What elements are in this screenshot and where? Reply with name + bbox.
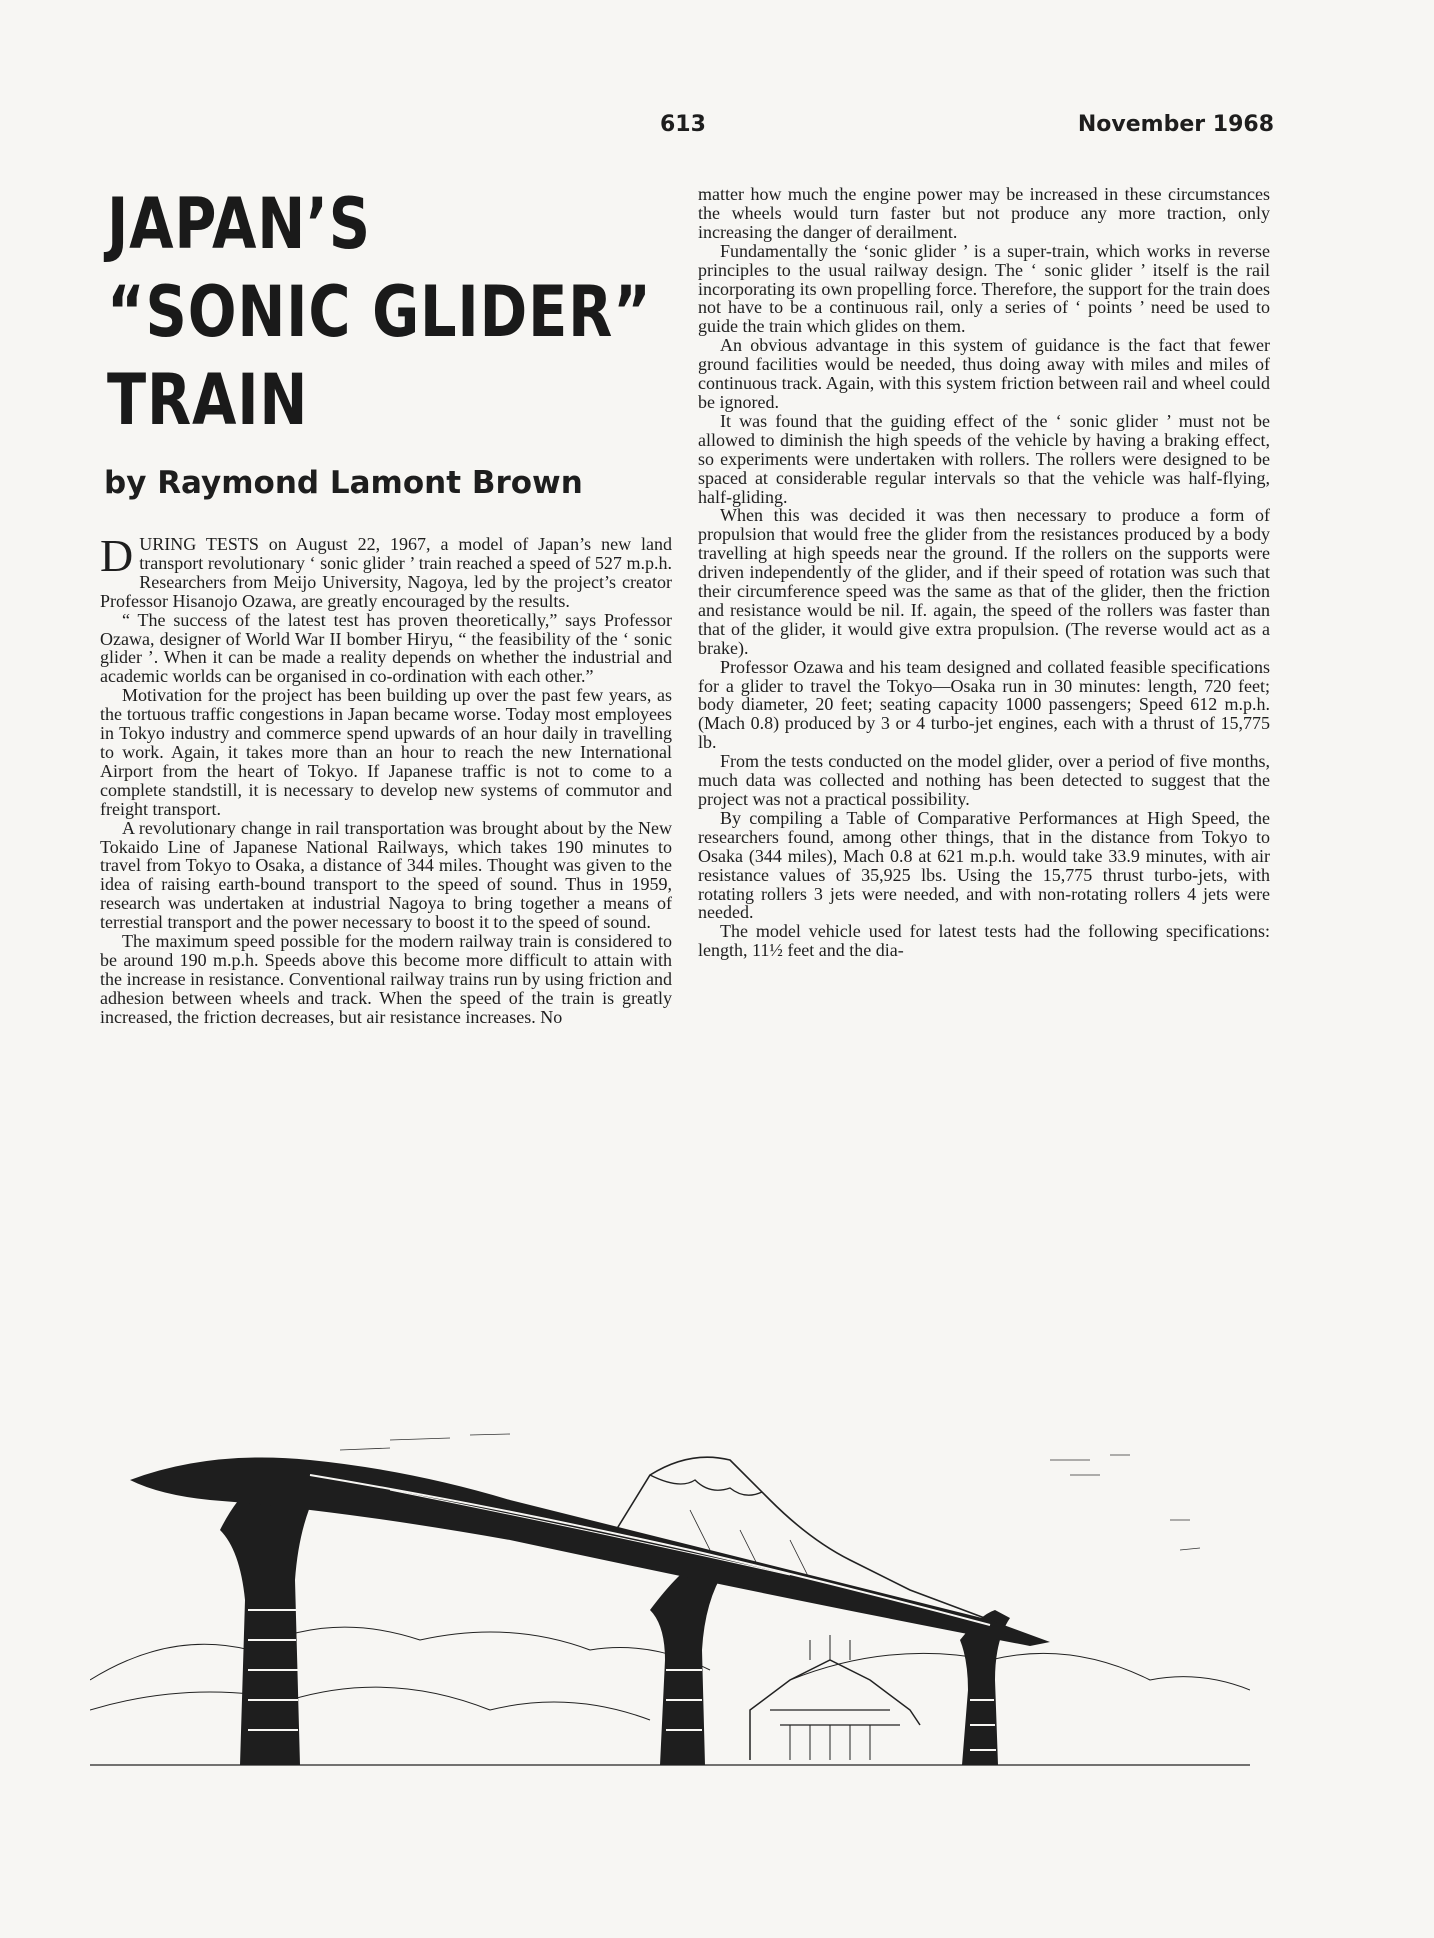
right-column [698, 185, 1270, 960]
paragraph: “ The success of the latest test has proven theoretically,” says Professor Ozawa, designer of World War II bomber Hiryu, “ the feasibility of the ‘ sonic glider ’. When it can be made a reality depends on whether the industrial and academic worlds can be organised in co-ordination with each other.” [100, 609, 672, 687]
sonic-glider-illustration [90, 1380, 1250, 1780]
issue-date: November 1968 [1077, 112, 1274, 137]
paragraph: From the tests conducted on the model glider, over a period of five months, much data was collected and nothing has been detected to suggest that the project was not a practical possibility. [698, 751, 1270, 809]
paragraph: Fundamentally the ‘sonic glider ’ is a super-train, which works in reverse principles to the usual railway design. The ‘ sonic glider ’ itself is the rail incorporating its own propelling force. Therefore, the support for the train does not have to be a continuous rail, only a series of ‘ points ’ need be used to guide the train which glides on them. [698, 240, 1270, 337]
title-line: JAPAN’S [107, 183, 371, 265]
title-line: “SONIC GLIDER” [107, 271, 652, 353]
paragraph: The maximum speed possible for the modern railway train is considered to be around 190 m.p.h. Speeds above this become more difficult to attain with the increase in resistance. Conventional railway trains run by using friction and adhesion between wheels and track. When the speed of the train is greatly increased, the friction decreases, but air resistance increases. No [100, 931, 672, 1027]
title-line: TRAIN [107, 359, 309, 441]
paragraph: DURING TESTS on August 22, 1967, a model of Japan’s new land transport revolutionary ‘ sonic glider ’ train reached a speed of 527 m.p.h. Researchers from Meijo University, Nagoya, led by the project’s creator Professor Hisanojo Ozawa, are greatly encouraged by the results. [100, 530, 672, 611]
paragraph: Motivation for the project has been building up over the past few years, as the tortuous traffic congestions in Japan became worse. Today most employees in Tokyo industry and commerce spend upwards of an hour daily in travelling to work. Again, it takes more than an hour to reach the new International Airport from the heart of Tokyo. If Japanese traffic is not to come to a complete standstill, it is necessary to develop new systems of commutor and freight transport. [100, 685, 672, 819]
paragraph: Professor Ozawa and his team designed and collated feasible specifications for a glider to travel the Tokyo—Osaka run in 30 minutes: length, 720 feet; body diameter, 20 feet; seating capacity 1000 passengers; Speed 612 m.p.h. (Mach 0.8) produced by 3 or 4 turbo-jet engines, each with a thrust of 15,775 lb. [698, 656, 1270, 753]
paragraph: A revolutionary change in rail transportation was brought about by the New Tokaido Line of Japanese National Railways, which takes 190 minutes to travel from Tokyo to Osaka, a distance of 344 miles. Thought was given to the idea of raising earth-bound transport to the speed of sound. Thus in 1959, research was undertaken at industrial Nagoya to bring together a means of terrestial transport and the power necessary to boost it to the speed of sound. [100, 817, 672, 933]
drop-cap: D [100, 530, 134, 581]
paragraph: When this was decided it was then necessary to produce a form of propulsion that would free the glider from the resistances produced by a body travelling at high speeds near the ground. If the rollers on the supports were driven independently of the glider, and if their speed of rotation was such that their circumference speed was the same as that of the glider, then the friction and resistance would be nil. If. again, the speed of the rollers was faster than that of the glider, it would give extra propulsion. (The reverse would act as a brake). [698, 505, 1270, 658]
paragraph: It was found that the guiding effect of the ‘ sonic glider ’ must not be allowed to diminish the high speeds of the vehicle by having a braking effect, so experiments were undertaken with rollers. The rollers were designed to be spaced at considerable regular intervals so that the vehicle was half-flying, half-gliding. [698, 410, 1270, 507]
paragraph: An obvious advantage in this system of guidance is the fact that fewer ground facilities would be needed, thus doing away with miles and miles of continuous track. Again, with this system friction between rail and wheel could be ignored. [698, 335, 1270, 412]
paragraph: The model vehicle used for latest tests had the following specifications: length, 11½ feet and the dia- [698, 921, 1270, 961]
page-header [0, 112, 1434, 142]
paragraph: matter how much the engine power may be increased in these circumstances the wheels would turn faster but not produce any more traction, only increasing the danger of derailment. [698, 184, 1270, 242]
page-number: 613 [660, 112, 706, 137]
left-column [100, 530, 672, 1027]
article-title [107, 180, 667, 444]
paragraph: By compiling a Table of Comparative Performances at High Speed, the researchers found, among other things, that in the distance from Tokyo to Osaka (344 miles), Mach 0.8 at 621 m.p.h. would take 33.9 minutes, with air resistance values of 35,925 lbs. Using the 15,775 thrust turbo-jets, with rotating rollers 3 jets were needed, and with non-rotating rollers 4 jets were needed. [698, 807, 1270, 923]
byline: by Raymond Lamont Brown [104, 465, 583, 501]
